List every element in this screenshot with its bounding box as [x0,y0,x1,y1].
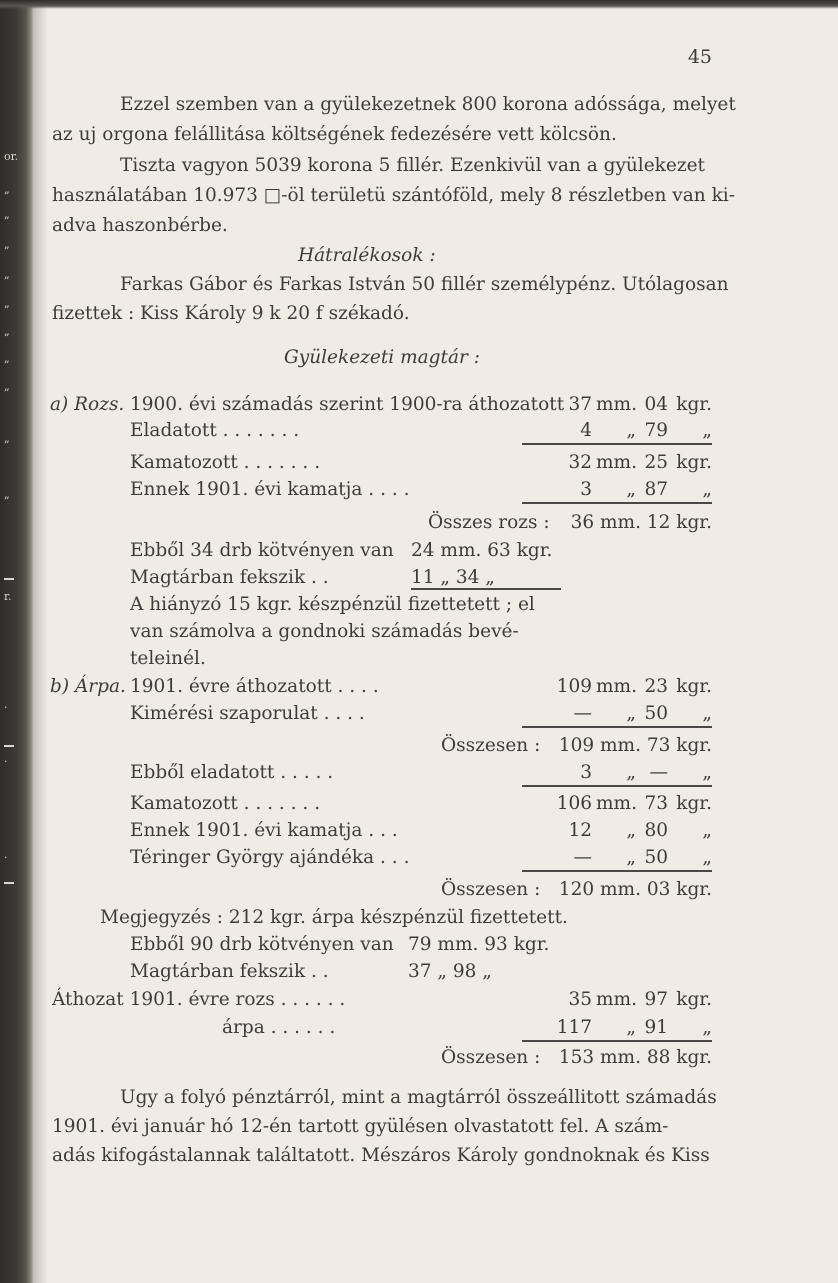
value-a: 32 [568,452,592,473]
row-label: Téringer György ajándéka . . . [130,847,410,868]
note-line: van számolva a gondnoki számadás bevé- [130,621,519,642]
value-a: 117 [556,1017,592,1038]
unit-b: „ [702,479,712,500]
value-b: 79 [644,420,668,441]
text-line: adás kifogástalannak találtatott. Mészáros Károly gondnoknak és Kiss [52,1145,710,1166]
row-label: Áthozat 1901. évre rozs . . . . . . [52,989,346,1010]
unit-a: mm. [596,394,637,415]
text-line: használatában 10.973 □-öl területü szántóföld, mely 8 részletben van ki- [52,185,735,206]
value-a: 4 [580,420,592,441]
value-a: 35 [568,989,592,1010]
unit-b: „ [702,703,712,724]
spine-rule [4,578,14,580]
unit-a: „ [626,1017,636,1038]
total-label: Összesen : [441,1047,541,1068]
value-b: 87 [644,479,668,500]
value-b: 50 [644,847,668,868]
row-label: Ennek 1901. évi kamatja . . . . [130,479,410,500]
spine-mark: r. [4,590,12,603]
unit-a: „ [626,762,636,783]
value-b: 80 [644,820,668,841]
value-b: 04 [644,394,668,415]
unit-b: kgr. [676,394,712,415]
row-label: 1900. évi számadás szerint 1900-ra áthozatott [130,394,565,415]
value-a: 109 [556,676,592,697]
spine-mark: „ [4,183,10,196]
unit-a: „ [626,703,636,724]
spine-mark: „ [4,325,10,338]
total-label: Összesen : [441,879,541,900]
sum-rule [411,588,561,590]
sum-rule [522,785,712,787]
value-a: 3 [580,479,592,500]
value-b: 23 [644,676,668,697]
value-a: — [573,703,592,724]
section-heading: Hátralékosok : [298,245,436,266]
unit-b: kgr. [676,793,712,814]
sum-rule [522,726,712,728]
page-top-edge [0,0,838,9]
spine-mark: . [4,698,8,711]
spine-rule [4,745,14,747]
text-line: Farkas Gábor és Farkas István 50 fillér személypénz. Utólagosan [120,274,729,295]
section-marker: b) Árpa. [50,676,126,697]
row-label: Ebből 34 drb kötvényen van [130,540,394,561]
sum-rule [522,443,712,445]
value-b: 91 [644,1017,668,1038]
row-value: 24 mm. 63 kgr. [411,540,553,561]
spine-mark: . [4,848,8,861]
spine-mark: . [4,752,8,765]
spine-shadow [34,0,48,1283]
unit-b: „ [702,820,712,841]
unit-b: „ [702,762,712,783]
unit-a: „ [626,420,636,441]
spine-mark: „ [4,352,10,365]
unit-a: „ [626,820,636,841]
row-label: Ennek 1901. évi kamatja . . . [130,820,398,841]
total-label: Összesen : [441,735,541,756]
section-heading: Gyülekezeti magtár : [284,347,480,368]
unit-b: kgr. [676,452,712,473]
value-a: 12 [568,820,592,841]
note-line: A hiányzó 15 kgr. készpénzül fizettetett ; el [130,594,535,615]
unit-a: „ [626,847,636,868]
row-value: 37 „ 98 „ [408,961,492,982]
total-value: 36 mm. 12 kgr. [570,512,712,533]
unit-a: „ [626,479,636,500]
row-label: árpa . . . . . . [222,1017,336,1038]
spine-rule [4,882,14,884]
text-line: adva haszonbérbe. [52,215,228,236]
text-line: Ugy a folyó pénztárról, mint a magtárról összeállitott számadás [120,1087,717,1108]
value-b: 97 [644,989,668,1010]
row-label: Eladatott . . . . . . . [130,420,300,441]
total-value: 109 mm. 73 kgr. [558,735,712,756]
spine-mark: „ [4,380,10,393]
row-label: Kimérési szaporulat . . . . [130,703,365,724]
text-line: Tiszta vagyon 5039 korona 5 fillér. Ezenkivül van a gyülekezet [120,155,705,176]
unit-b: kgr. [676,676,712,697]
sum-rule [522,870,712,872]
unit-b: „ [702,847,712,868]
sum-rule [522,502,712,504]
spine-mark: „ [4,488,10,501]
spine-mark: or. [4,150,19,163]
value-b: 50 [644,703,668,724]
row-value: 79 mm. 93 kgr. [408,934,550,955]
section-marker: a) Rozs. [50,394,125,415]
page-number: 45 [687,46,712,68]
unit-a: mm. [596,793,637,814]
unit-b: „ [702,420,712,441]
note-line: teleinél. [130,648,206,669]
row-label: 1901. évre áthozatott . . . . [130,676,379,697]
sum-rule [522,1040,712,1042]
total-label: Összes rozs : [428,512,550,533]
row-value: 11 „ 34 „ [411,567,495,588]
total-value: 120 mm. 03 kgr. [558,879,712,900]
row-label: Ebből eladatott . . . . . [130,762,334,783]
text-line: az uj orgona felállitása költségének fedezésére vett kölcsön. [52,124,617,145]
unit-b: „ [702,1017,712,1038]
unit-a: mm. [596,452,637,473]
spine-mark: „ [4,268,10,281]
unit-a: mm. [596,989,637,1010]
spine-mark: „ [4,297,10,310]
value-b: 73 [644,793,668,814]
row-label: Magtárban fekszik . . [130,567,329,588]
spine-mark: „ [4,208,10,221]
value-a: — [573,847,592,868]
note-line: Megjegyzés : 212 kgr. árpa készpénzül fizettetett. [100,907,568,928]
total-value: 153 mm. 88 kgr. [558,1047,712,1068]
value-a: 106 [556,793,592,814]
spine-mark: „ [4,432,10,445]
value-a: 37 [568,394,592,415]
row-label: Kamatozott . . . . . . . [130,452,321,473]
spine-mark: „ [4,238,10,251]
text-line: 1901. évi január hó 12-én tartott gyülésen olvastatott fel. A szám- [52,1116,669,1137]
text-line: Ezzel szemben van a gyülekezetnek 800 korona adóssága, melyet [120,94,736,115]
row-label: Kamatozott . . . . . . . [130,793,321,814]
text-line: fizettek : Kiss Károly 9 k 20 f székadó. [52,303,410,324]
value-b: 25 [644,452,668,473]
unit-b: kgr. [676,989,712,1010]
value-b: — [649,762,668,783]
unit-a: mm. [596,676,637,697]
row-label: Ebből 90 drb kötvényen van [130,934,394,955]
row-label: Magtárban fekszik . . [130,961,329,982]
value-a: 3 [580,762,592,783]
